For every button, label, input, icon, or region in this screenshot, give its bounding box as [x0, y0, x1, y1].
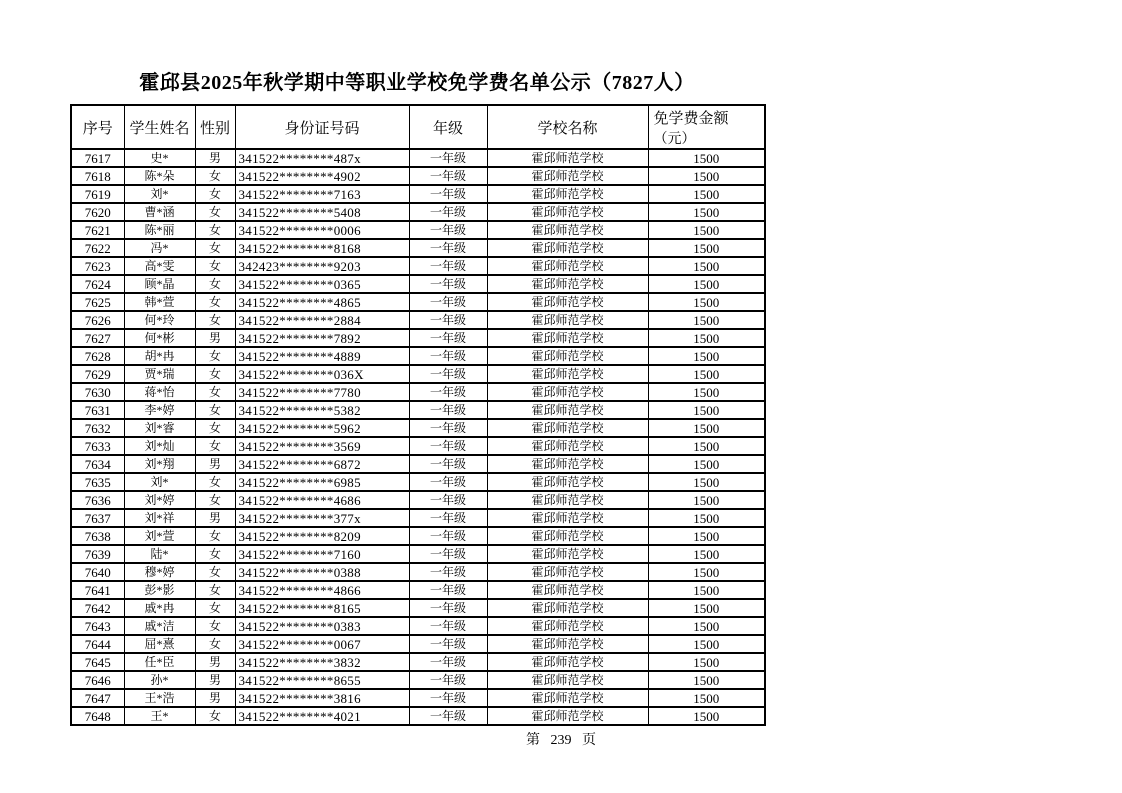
cell-id-number: 341522********0067 [235, 635, 409, 653]
cell-exempt-amount: 1500 [648, 473, 765, 491]
cell-student-name: 戚*冉 [124, 599, 195, 617]
cell-student-name: 何*彬 [124, 329, 195, 347]
table-row [71, 149, 765, 167]
cell-grade: 一年级 [409, 311, 487, 329]
cell-id-number: 341522********4889 [235, 347, 409, 365]
cell-student-name: 蒋*怡 [124, 383, 195, 401]
table-row [71, 329, 765, 347]
cell-school-name: 霍邱师范学校 [487, 527, 648, 545]
column-header-amount-line1: 免学费金额 [653, 110, 729, 127]
column-header-school: 学校名称 [487, 105, 648, 149]
cell-serial-number: 7635 [71, 473, 124, 491]
cell-school-name: 霍邱师范学校 [487, 311, 648, 329]
table-row [71, 167, 765, 185]
cell-school-name: 霍邱师范学校 [487, 329, 648, 347]
cell-gender: 女 [195, 347, 235, 365]
cell-school-name: 霍邱师范学校 [487, 185, 648, 203]
cell-id-number: 341522********4902 [235, 167, 409, 185]
cell-school-name: 霍邱师范学校 [487, 203, 648, 221]
cell-serial-number: 7636 [71, 491, 124, 509]
cell-id-number: 341522********5408 [235, 203, 409, 221]
table-body [71, 149, 765, 725]
cell-serial-number: 7621 [71, 221, 124, 239]
table-row [71, 689, 765, 707]
cell-school-name: 霍邱师范学校 [487, 653, 648, 671]
cell-exempt-amount: 1500 [648, 167, 765, 185]
cell-gender: 女 [195, 383, 235, 401]
cell-grade: 一年级 [409, 707, 487, 725]
cell-id-number: 341522********7892 [235, 329, 409, 347]
cell-student-name: 陈*朵 [124, 167, 195, 185]
cell-school-name: 霍邱师范学校 [487, 347, 648, 365]
cell-student-name: 穆*婷 [124, 563, 195, 581]
cell-gender: 女 [195, 203, 235, 221]
table-row [71, 455, 765, 473]
cell-exempt-amount: 1500 [648, 563, 765, 581]
cell-school-name: 霍邱师范学校 [487, 239, 648, 257]
cell-serial-number: 7637 [71, 509, 124, 527]
cell-id-number: 341522********8165 [235, 599, 409, 617]
table-row [71, 401, 765, 419]
cell-id-number: 341522********7780 [235, 383, 409, 401]
cell-school-name: 霍邱师范学校 [487, 365, 648, 383]
cell-exempt-amount: 1500 [648, 491, 765, 509]
cell-exempt-amount: 1500 [648, 545, 765, 563]
cell-student-name: 戚*洁 [124, 617, 195, 635]
cell-id-number: 341522********4021 [235, 707, 409, 725]
cell-exempt-amount: 1500 [648, 365, 765, 383]
cell-student-name: 陆* [124, 545, 195, 563]
table-row [71, 347, 765, 365]
cell-serial-number: 7627 [71, 329, 124, 347]
cell-gender: 男 [195, 653, 235, 671]
exemption-table [70, 104, 766, 726]
cell-id-number: 341522********487x [235, 149, 409, 167]
cell-gender: 女 [195, 599, 235, 617]
cell-serial-number: 7634 [71, 455, 124, 473]
table-row [71, 419, 765, 437]
cell-student-name: 彭*影 [124, 581, 195, 599]
cell-serial-number: 7623 [71, 257, 124, 275]
cell-school-name: 霍邱师范学校 [487, 455, 648, 473]
cell-student-name: 陈*丽 [124, 221, 195, 239]
cell-school-name: 霍邱师范学校 [487, 563, 648, 581]
cell-serial-number: 7633 [71, 437, 124, 455]
cell-serial-number: 7641 [71, 581, 124, 599]
cell-grade: 一年级 [409, 491, 487, 509]
cell-exempt-amount: 1500 [648, 401, 765, 419]
table-row [71, 239, 765, 257]
cell-student-name: 孙* [124, 671, 195, 689]
cell-serial-number: 7622 [71, 239, 124, 257]
cell-student-name: 任*臣 [124, 653, 195, 671]
cell-id-number: 341522********6985 [235, 473, 409, 491]
cell-student-name: 胡*冉 [124, 347, 195, 365]
column-header-name: 学生姓名 [124, 105, 195, 149]
cell-grade: 一年级 [409, 149, 487, 167]
table-row [71, 203, 765, 221]
cell-id-number: 341522********3832 [235, 653, 409, 671]
cell-student-name: 李*婷 [124, 401, 195, 419]
cell-gender: 女 [195, 527, 235, 545]
page-number: 第 239 页 [526, 733, 596, 748]
table-row [71, 509, 765, 527]
cell-serial-number: 7642 [71, 599, 124, 617]
cell-student-name: 韩*萱 [124, 293, 195, 311]
cell-serial-number: 7639 [71, 545, 124, 563]
cell-grade: 一年级 [409, 617, 487, 635]
table-row [71, 527, 765, 545]
cell-serial-number: 7625 [71, 293, 124, 311]
table-row [71, 599, 765, 617]
cell-student-name: 曹*涵 [124, 203, 195, 221]
cell-id-number: 341522********5382 [235, 401, 409, 419]
cell-serial-number: 7647 [71, 689, 124, 707]
cell-id-number: 341522********8209 [235, 527, 409, 545]
cell-id-number: 341522********4686 [235, 491, 409, 509]
cell-gender: 女 [195, 293, 235, 311]
cell-id-number: 341522********0365 [235, 275, 409, 293]
cell-gender: 女 [195, 617, 235, 635]
cell-grade: 一年级 [409, 437, 487, 455]
cell-school-name: 霍邱师范学校 [487, 437, 648, 455]
cell-school-name: 霍邱师范学校 [487, 149, 648, 167]
column-header-gender: 性别 [195, 105, 235, 149]
cell-gender: 男 [195, 509, 235, 527]
cell-school-name: 霍邱师范学校 [487, 545, 648, 563]
column-header-grade: 年级 [409, 105, 487, 149]
cell-student-name: 刘*灿 [124, 437, 195, 455]
cell-exempt-amount: 1500 [648, 347, 765, 365]
cell-grade: 一年级 [409, 635, 487, 653]
cell-serial-number: 7646 [71, 671, 124, 689]
cell-exempt-amount: 1500 [648, 383, 765, 401]
cell-student-name: 贾*瑞 [124, 365, 195, 383]
cell-gender: 女 [195, 365, 235, 383]
cell-student-name: 刘*睿 [124, 419, 195, 437]
column-header-amount-line2: （元） [653, 131, 696, 147]
cell-grade: 一年级 [409, 455, 487, 473]
cell-grade: 一年级 [409, 509, 487, 527]
table-row [71, 185, 765, 203]
cell-school-name: 霍邱师范学校 [487, 707, 648, 725]
cell-grade: 一年级 [409, 203, 487, 221]
cell-serial-number: 7626 [71, 311, 124, 329]
table-row [71, 635, 765, 653]
cell-student-name: 顾*晶 [124, 275, 195, 293]
cell-gender: 女 [195, 545, 235, 563]
table-row [71, 491, 765, 509]
cell-gender: 女 [195, 635, 235, 653]
column-header-amount [648, 105, 765, 149]
table-row [71, 257, 765, 275]
cell-exempt-amount: 1500 [648, 527, 765, 545]
cell-exempt-amount: 1500 [648, 293, 765, 311]
cell-exempt-amount: 1500 [648, 599, 765, 617]
cell-school-name: 霍邱师范学校 [487, 599, 648, 617]
cell-exempt-amount: 1500 [648, 221, 765, 239]
cell-id-number: 341522********0388 [235, 563, 409, 581]
cell-gender: 女 [195, 491, 235, 509]
cell-exempt-amount: 1500 [648, 689, 765, 707]
cell-grade: 一年级 [409, 293, 487, 311]
cell-school-name: 霍邱师范学校 [487, 275, 648, 293]
table-row [71, 653, 765, 671]
cell-gender: 女 [195, 239, 235, 257]
cell-gender: 男 [195, 689, 235, 707]
cell-serial-number: 7638 [71, 527, 124, 545]
cell-exempt-amount: 1500 [648, 275, 765, 293]
cell-grade: 一年级 [409, 599, 487, 617]
cell-gender: 女 [195, 581, 235, 599]
cell-serial-number: 7620 [71, 203, 124, 221]
cell-id-number: 341522********3816 [235, 689, 409, 707]
table-row [71, 473, 765, 491]
cell-school-name: 霍邱师范学校 [487, 167, 648, 185]
cell-student-name: 王* [124, 707, 195, 725]
table-row [71, 365, 765, 383]
cell-grade: 一年级 [409, 221, 487, 239]
cell-id-number: 342423********9203 [235, 257, 409, 275]
cell-grade: 一年级 [409, 419, 487, 437]
cell-exempt-amount: 1500 [648, 203, 765, 221]
cell-exempt-amount: 1500 [648, 329, 765, 347]
cell-gender: 女 [195, 401, 235, 419]
cell-grade: 一年级 [409, 239, 487, 257]
cell-id-number: 341522********5962 [235, 419, 409, 437]
cell-exempt-amount: 1500 [648, 185, 765, 203]
column-header-no: 序号 [71, 105, 124, 149]
cell-grade: 一年级 [409, 581, 487, 599]
cell-id-number: 341522********4866 [235, 581, 409, 599]
cell-gender: 男 [195, 455, 235, 473]
cell-exempt-amount: 1500 [648, 581, 765, 599]
cell-serial-number: 7618 [71, 167, 124, 185]
table-row [71, 563, 765, 581]
table-row [71, 617, 765, 635]
cell-grade: 一年级 [409, 401, 487, 419]
cell-gender: 女 [195, 563, 235, 581]
cell-grade: 一年级 [409, 329, 487, 347]
cell-grade: 一年级 [409, 383, 487, 401]
cell-exempt-amount: 1500 [648, 257, 765, 275]
cell-exempt-amount: 1500 [648, 653, 765, 671]
cell-grade: 一年级 [409, 365, 487, 383]
cell-id-number: 341522********7160 [235, 545, 409, 563]
cell-exempt-amount: 1500 [648, 707, 765, 725]
cell-gender: 男 [195, 329, 235, 347]
cell-exempt-amount: 1500 [648, 149, 765, 167]
cell-id-number: 341522********3569 [235, 437, 409, 455]
cell-student-name: 刘*翔 [124, 455, 195, 473]
cell-student-name: 王*浩 [124, 689, 195, 707]
cell-school-name: 霍邱师范学校 [487, 509, 648, 527]
table-row [71, 545, 765, 563]
cell-student-name: 何*玲 [124, 311, 195, 329]
cell-grade: 一年级 [409, 689, 487, 707]
cell-grade: 一年级 [409, 527, 487, 545]
table-row [71, 671, 765, 689]
cell-student-name: 屈*熹 [124, 635, 195, 653]
cell-school-name: 霍邱师范学校 [487, 491, 648, 509]
cell-grade: 一年级 [409, 671, 487, 689]
cell-serial-number: 7630 [71, 383, 124, 401]
cell-gender: 女 [195, 437, 235, 455]
table-row [71, 437, 765, 455]
cell-exempt-amount: 1500 [648, 509, 765, 527]
cell-gender: 女 [195, 185, 235, 203]
cell-student-name: 刘* [124, 473, 195, 491]
cell-gender: 女 [195, 419, 235, 437]
cell-id-number: 341522********377x [235, 509, 409, 527]
page-title: 霍邱县2025年秋学期中等职业学校免学费名单公示（7827人） [139, 72, 695, 94]
cell-grade: 一年级 [409, 185, 487, 203]
cell-gender: 女 [195, 311, 235, 329]
cell-gender: 女 [195, 473, 235, 491]
cell-student-name: 史* [124, 149, 195, 167]
cell-id-number: 341522********036X [235, 365, 409, 383]
cell-school-name: 霍邱师范学校 [487, 581, 648, 599]
cell-serial-number: 7632 [71, 419, 124, 437]
cell-gender: 女 [195, 221, 235, 239]
cell-serial-number: 7617 [71, 149, 124, 167]
cell-serial-number: 7644 [71, 635, 124, 653]
cell-grade: 一年级 [409, 275, 487, 293]
cell-serial-number: 7628 [71, 347, 124, 365]
cell-gender: 女 [195, 167, 235, 185]
cell-id-number: 341522********0006 [235, 221, 409, 239]
cell-id-number: 341522********2884 [235, 311, 409, 329]
cell-school-name: 霍邱师范学校 [487, 617, 648, 635]
cell-student-name: 刘*萱 [124, 527, 195, 545]
cell-serial-number: 7619 [71, 185, 124, 203]
cell-grade: 一年级 [409, 545, 487, 563]
cell-school-name: 霍邱师范学校 [487, 473, 648, 491]
cell-grade: 一年级 [409, 347, 487, 365]
cell-grade: 一年级 [409, 167, 487, 185]
cell-school-name: 霍邱师范学校 [487, 221, 648, 239]
cell-exempt-amount: 1500 [648, 617, 765, 635]
cell-grade: 一年级 [409, 257, 487, 275]
cell-serial-number: 7629 [71, 365, 124, 383]
cell-school-name: 霍邱师范学校 [487, 401, 648, 419]
cell-school-name: 霍邱师范学校 [487, 383, 648, 401]
cell-school-name: 霍邱师范学校 [487, 293, 648, 311]
table-row [71, 221, 765, 239]
cell-exempt-amount: 1500 [648, 671, 765, 689]
cell-serial-number: 7624 [71, 275, 124, 293]
cell-serial-number: 7645 [71, 653, 124, 671]
cell-student-name: 刘*婷 [124, 491, 195, 509]
table-row [71, 311, 765, 329]
cell-school-name: 霍邱师范学校 [487, 419, 648, 437]
cell-gender: 男 [195, 671, 235, 689]
column-header-id: 身份证号码 [235, 105, 409, 149]
cell-gender: 女 [195, 257, 235, 275]
table-row [71, 293, 765, 311]
table-row [71, 581, 765, 599]
cell-id-number: 341522********8655 [235, 671, 409, 689]
cell-id-number: 341522********4865 [235, 293, 409, 311]
cell-serial-number: 7631 [71, 401, 124, 419]
cell-student-name: 冯* [124, 239, 195, 257]
cell-serial-number: 7640 [71, 563, 124, 581]
cell-serial-number: 7643 [71, 617, 124, 635]
cell-id-number: 341522********8168 [235, 239, 409, 257]
cell-exempt-amount: 1500 [648, 239, 765, 257]
cell-school-name: 霍邱师范学校 [487, 689, 648, 707]
cell-student-name: 刘* [124, 185, 195, 203]
cell-id-number: 341522********7163 [235, 185, 409, 203]
cell-id-number: 341522********0383 [235, 617, 409, 635]
cell-exempt-amount: 1500 [648, 437, 765, 455]
cell-grade: 一年级 [409, 473, 487, 491]
cell-exempt-amount: 1500 [648, 635, 765, 653]
cell-gender: 女 [195, 707, 235, 725]
cell-exempt-amount: 1500 [648, 455, 765, 473]
cell-student-name: 刘*祥 [124, 509, 195, 527]
cell-school-name: 霍邱师范学校 [487, 671, 648, 689]
table-row [71, 275, 765, 293]
header-row [71, 105, 765, 149]
cell-grade: 一年级 [409, 563, 487, 581]
cell-gender: 男 [195, 149, 235, 167]
cell-serial-number: 7648 [71, 707, 124, 725]
cell-gender: 女 [195, 275, 235, 293]
cell-id-number: 341522********6872 [235, 455, 409, 473]
cell-grade: 一年级 [409, 653, 487, 671]
table-row [71, 707, 765, 725]
cell-exempt-amount: 1500 [648, 311, 765, 329]
table-row [71, 383, 765, 401]
cell-student-name: 高*雯 [124, 257, 195, 275]
cell-school-name: 霍邱师范学校 [487, 635, 648, 653]
table-header [71, 105, 765, 149]
cell-exempt-amount: 1500 [648, 419, 765, 437]
cell-school-name: 霍邱师范学校 [487, 257, 648, 275]
